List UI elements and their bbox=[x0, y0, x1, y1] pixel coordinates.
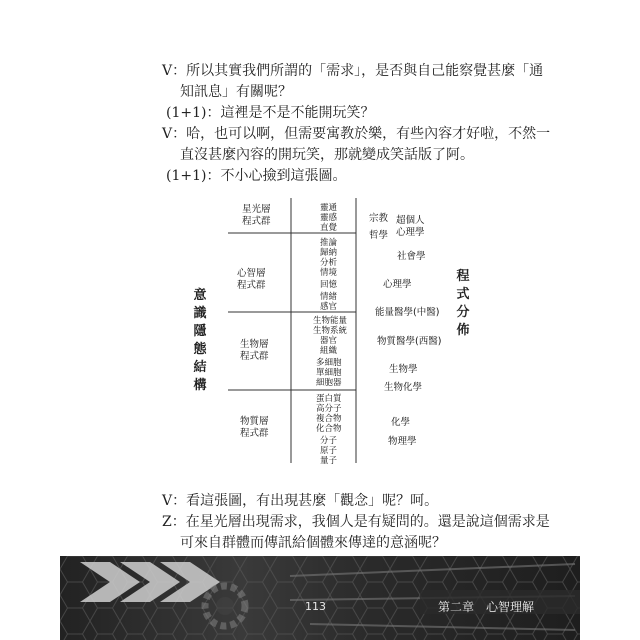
dialogue-1plus1-1: (1+1)：這裡是不是不能開玩笑？ bbox=[166, 105, 375, 121]
speaker-label: (1+1)： bbox=[166, 168, 221, 184]
layer-item: 原子 bbox=[320, 446, 338, 456]
layer-item: 生物系統 bbox=[313, 326, 348, 336]
layer-name-material: 物質層 程式群 bbox=[240, 416, 269, 439]
speaker-label: (1+1)： bbox=[166, 105, 221, 121]
chapter-title: 第二章 心智理解 bbox=[438, 600, 535, 614]
layer-item: 靈通 bbox=[320, 203, 338, 213]
speaker-label: V： bbox=[162, 493, 187, 509]
discipline-label: 物理學 bbox=[388, 436, 417, 447]
dialogue-v-1-line-2: 知訊息」有關呢？ bbox=[180, 84, 292, 100]
discipline-label: 超個人 bbox=[396, 215, 425, 226]
dialogue-v-1-line-1: V：所以其實我們所謂的「需求」，是否與自己能察覺甚麼「通 bbox=[162, 63, 544, 79]
discipline-label: 心理學 bbox=[383, 279, 412, 290]
layer-item: 複合物 bbox=[316, 414, 342, 424]
discipline-label: 物質醫學(西醫) bbox=[377, 336, 442, 347]
layer-item: 感官 bbox=[320, 302, 338, 312]
layer-item: 單細胞 bbox=[316, 368, 342, 378]
speaker-label: V： bbox=[162, 63, 187, 79]
discipline-label: 生物學 bbox=[389, 364, 418, 375]
dialogue-v-2-line-1: V：哈，也可以啊，但需要寓教於樂，有些內容才好啦，不然一 bbox=[162, 126, 551, 142]
dialogue-z-1-line-2: 可來自群體而傳訊給個體來傳達的意涵呢？ bbox=[180, 535, 446, 551]
layer-item: 分子 bbox=[320, 436, 338, 446]
discipline-label: 化學 bbox=[391, 417, 411, 428]
layer-name-mental: 心智層 程式群 bbox=[237, 268, 266, 291]
dialogue-v-3: V：看這張圖，有出現甚麼「觀念」呢？呵。 bbox=[162, 493, 439, 509]
left-vertical-title: 意識隱態結構 bbox=[193, 288, 207, 393]
layer-item: 器官 bbox=[320, 336, 338, 346]
right-vertical-title: 程式分佈 bbox=[456, 269, 470, 338]
speaker-label: V： bbox=[162, 126, 187, 142]
layer-item: 直覺 bbox=[320, 223, 338, 233]
layer-item: 推論 bbox=[320, 238, 338, 248]
speaker-label: Z： bbox=[162, 514, 186, 530]
layer-name-biological: 生物層 程式群 bbox=[240, 339, 269, 362]
dialogue-1plus1-2: (1+1)：不小心撿到這張圖。 bbox=[166, 168, 347, 184]
discipline-label: 心理學 bbox=[396, 227, 425, 238]
layer-item: 靈感 bbox=[320, 213, 338, 223]
layer-name-astral: 星光層 程式群 bbox=[242, 204, 271, 227]
layer-item: 蛋白質 bbox=[316, 394, 342, 404]
layer-item: 歸納 bbox=[320, 248, 338, 258]
layer-item: 化合物 bbox=[316, 424, 342, 434]
page-number: 113 bbox=[305, 600, 326, 613]
layer-item: 分析 bbox=[320, 258, 338, 268]
layer-item: 生物能量 bbox=[313, 316, 348, 326]
discipline-label: 哲學 bbox=[369, 230, 389, 241]
layer-item: 細胞器 bbox=[316, 378, 342, 388]
discipline-label: 社會學 bbox=[397, 251, 426, 262]
layer-item: 情緒 bbox=[320, 292, 338, 302]
dialogue-v-2-line-2: 直沒甚麼內容的開玩笑，那就變成笑話版了阿。 bbox=[180, 147, 474, 163]
layer-item: 組織 bbox=[320, 346, 338, 356]
discipline-label: 宗教 bbox=[369, 213, 389, 224]
layer-item: 高分子 bbox=[316, 404, 342, 414]
discipline-label: 生物化學 bbox=[384, 382, 423, 393]
layer-item: 回憶 bbox=[320, 280, 338, 290]
layer-item: 多細胞 bbox=[316, 358, 342, 368]
discipline-label: 能量醫學(中醫) bbox=[375, 307, 440, 318]
layer-item: 量子 bbox=[320, 456, 338, 466]
dialogue-z-1-line-1: Z：在星光層出現需求，我個人是有疑問的。還是說這個需求是 bbox=[162, 514, 550, 530]
layer-item: 情境 bbox=[320, 268, 338, 278]
